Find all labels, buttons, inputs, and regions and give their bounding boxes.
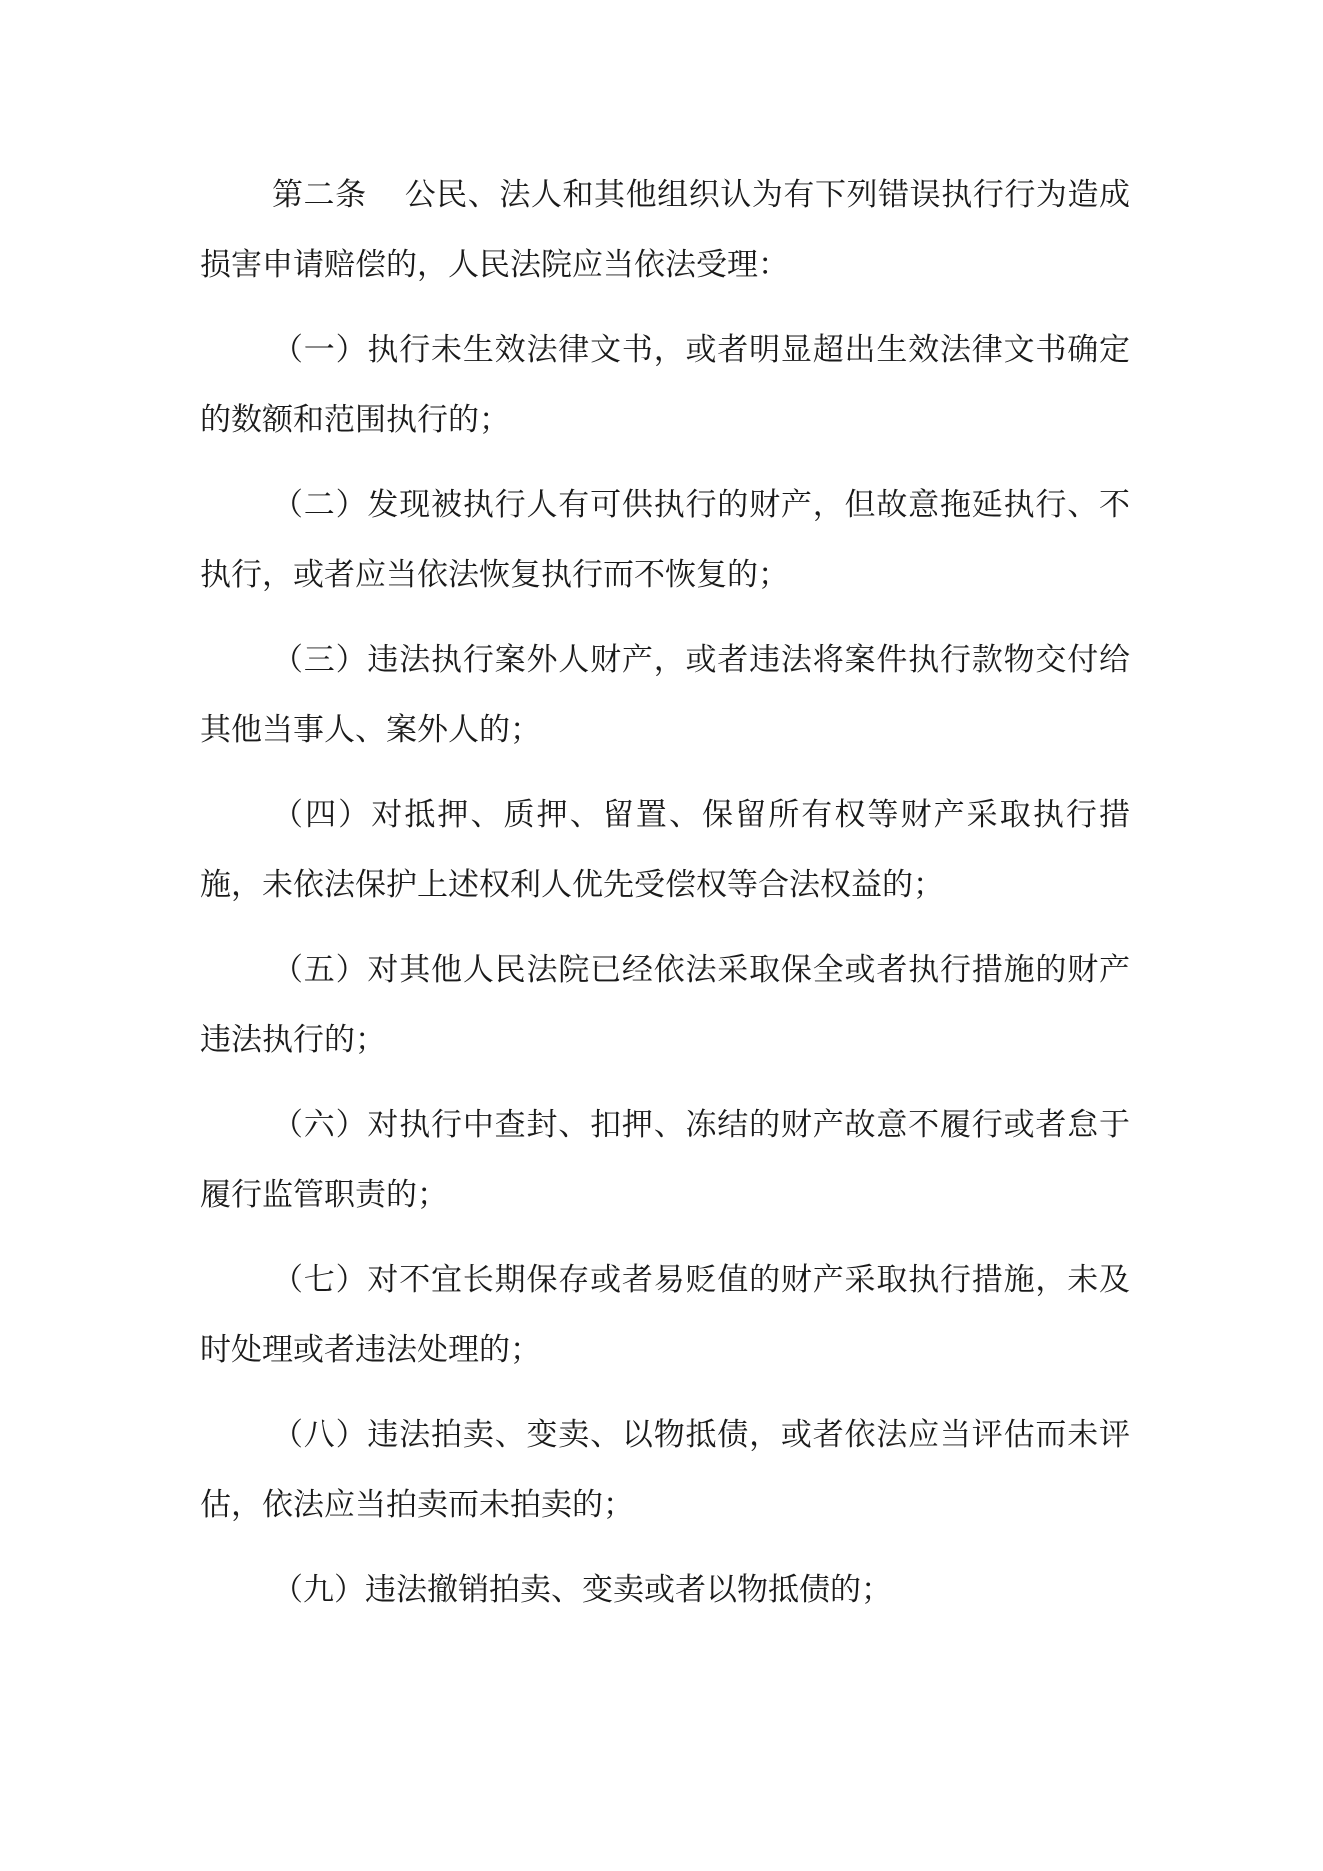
article-intro: 公民、法人和其他组织认为有下列错误执行行为造成损害申请赔偿的，人民法院应当依法受理： — [200, 177, 1131, 283]
list-item-2: （二）发现被执行人有可供执行的财产，但故意拖延执行、不执行，或者应当依法恢复执行而不恢复的； — [200, 487, 1130, 593]
list-item-9: （九）违法撤销拍卖、变卖或者以物抵债的； — [272, 1572, 892, 1608]
list-item-1: （一）执行未生效法律文书，或者明显超出生效法律文书确定的数额和范围执行的； — [200, 332, 1130, 438]
list-item-8: （八）违法拍卖、变卖、以物抵债，或者依法应当评估而未评估，依法应当拍卖而未拍卖的； — [200, 1417, 1130, 1523]
list-item-4: （四）对抵押、质押、留置、保留所有权等财产采取执行措施，未依法保护上述权利人优先受偿权等合法权益的； — [200, 797, 1130, 903]
list-item-5: （五）对其他人民法院已经依法采取保全或者执行措施的财产违法执行的； — [200, 952, 1130, 1058]
list-item-3: （三）违法执行案外人财产，或者违法将案件执行款物交付给其他当事人、案外人的； — [200, 642, 1130, 748]
list-item-6: （六）对执行中查封、扣押、冻结的财产故意不履行或者怠于履行监管职责的； — [200, 1107, 1130, 1213]
list-item-7: （七）对不宜长期保存或者易贬值的财产采取执行措施，未及时处理或者违法处理的； — [200, 1262, 1130, 1368]
document-body — [200, 160, 1130, 1640]
article-number: 第二条 — [272, 177, 367, 213]
article-paragraph — [200, 160, 1130, 300]
